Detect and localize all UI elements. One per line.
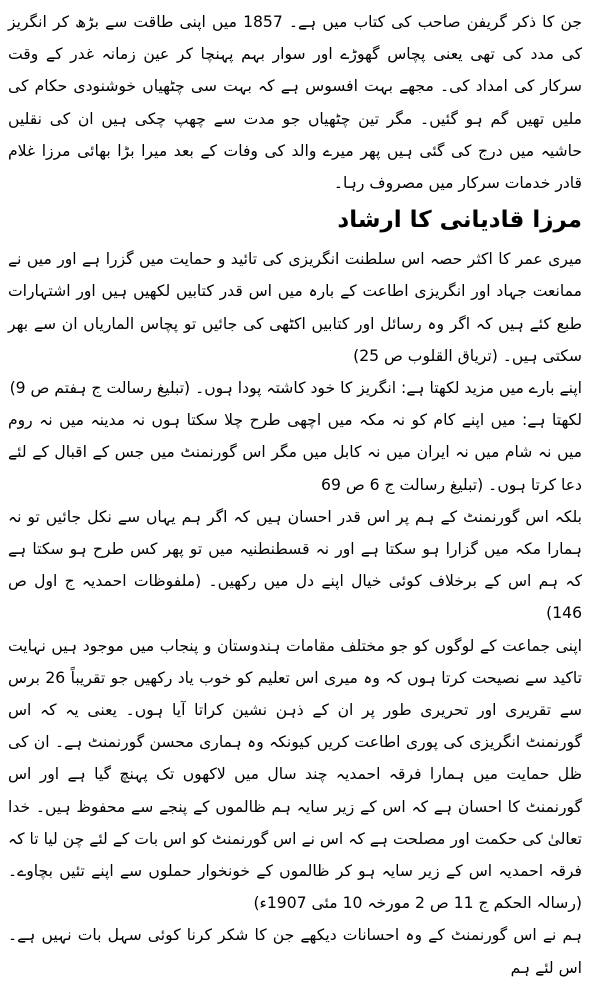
paragraph-community-advice: اپنی جماعت کے لوگوں کو جو مختلف مقامات ہندوستان و پنجاب میں موجود ہیں نہایت تاکید سے نصیحت کرتا ہوں کہ وہ میری اس تعلیم کو خوب یاد رکھیں جو تقریباً 26 برس سے تقریری اور تحریری طور پر ان کے ذہن نشین کراتا آیا ہوں۔ یعنی یہ کہ اس گورنمنٹ انگریزی کی پوری اطاعت کریں کیونکہ وہ ہماری محسن گورنمنٹ ہے۔ ان کی ظل حمایت میں ہمارا فرقہ احمدیہ چند سال میں لاکھوں تک پہنچ گیا ہے اور اس گورنمنٹ کا احسان ہے کہ اس کے زیر سایہ ہم ظالموں کے پنجے سے محفوظ ہیں۔ خدا تعالیٰ کی حکمت اور مصلحت ہے کہ اس نے اس گورنمنٹ کو اس بات کے لئے چن لیا تا کہ فرقہ احمدیہ اس کے زیر سایہ ہو کر ظالموں کے خونخوار حملوں سے اپنے تئیں بچاوے۔ (رسالہ الحکم ج 11 ص 2 مورخہ 10 مئی 1907ء) — [8, 636, 582, 913]
section-heading: مرزا قادیانی کا ارشاد — [337, 207, 582, 234]
paragraph-mecca-medina: لکھتا ہے: میں اپنے کام کو نہ مکہ میں اچھی طرح چلا سکتا ہوں نہ مدینہ میں نہ روم میں نہ شام میں نہ ایران میں نہ کابل میں مگر اس گورنمنٹ میں جس کے اقبال کے لئے دعا کرتا ہوں۔ (تبلیغ رسالت ج 6 ص 69 — [8, 411, 582, 494]
paragraph-life-support: میری عمر کا اکثر حصہ اس سلطنت انگریزی کی تائید و حمایت میں گزرا ہے اور میں نے ممانعت جہاد اور انگریزی اطاعت کے بارہ میں اس قدر کتابیں لکھیں ہیں اور اشتہارات طبع کئے ہیں کہ اگر وہ رسائل اور کتابیں اکٹھی کی جائیں تو پچاس الماریاں ان سے بھر سکتی ہیں۔ (تریاق القلوب ص 25) — [8, 250, 582, 365]
paragraph-favours: بلکہ اس گورنمنٹ کے ہم پر اس قدر احسان ہیں کہ اگر ہم یہاں سے نکل جائیں تو نہ ہمارا مکہ میں گزارا ہو سکتا ہے اور نہ قسطنطنیہ میں تو پھر کس طرح ہو سکتا ہے کہ ہم اس کے برخلاف کوئی خیال اپنے دل میں رکھیں۔ (ملفوظات احمدیہ ج اول ص 146) — [8, 507, 582, 623]
paragraph-self-planted: اپنے بارے میں مزید لکھتا ہے: انگریز کا خود کاشتہ پودا ہوں۔ (تبلیغ رسالت ج ہفتم ص 9) — [9, 379, 582, 398]
paragraph-griffin-1857: جن کا ذکر گریفن صاحب کی کتاب میں ہے۔ 1857 میں اپنی طاقت سے بڑھ کر انگریز کی مدد کی تھی یعنی پچاس گھوڑے اور سوار بہم پہنچا کر عین زمانہ غدر کے وقت سرکار کی امداد کی۔ مجھے بہت افسوس ہے کہ بہت سی چٹھیاں خوشنودی حکام کی ملیں تھیں گم ہو گئیں۔ مگر تین چٹھیاں جو مدت سے چھپ چکی ہیں ان کی نقلیں حاشیہ میں درج کی گئی ہیں پھر میرے والد کی وفات کے بعد میرا بڑا بھائی مرزا غلام قادر خدمات سرکار میں مصروف رہا۔ — [8, 13, 582, 193]
paragraph-closing: ہم نے اس گورنمنٹ کے وہ احسانات دیکھے جن کا شکر کرنا کوئی سہل بات نہیں ہے۔ اس لئے ہم — [8, 926, 582, 977]
